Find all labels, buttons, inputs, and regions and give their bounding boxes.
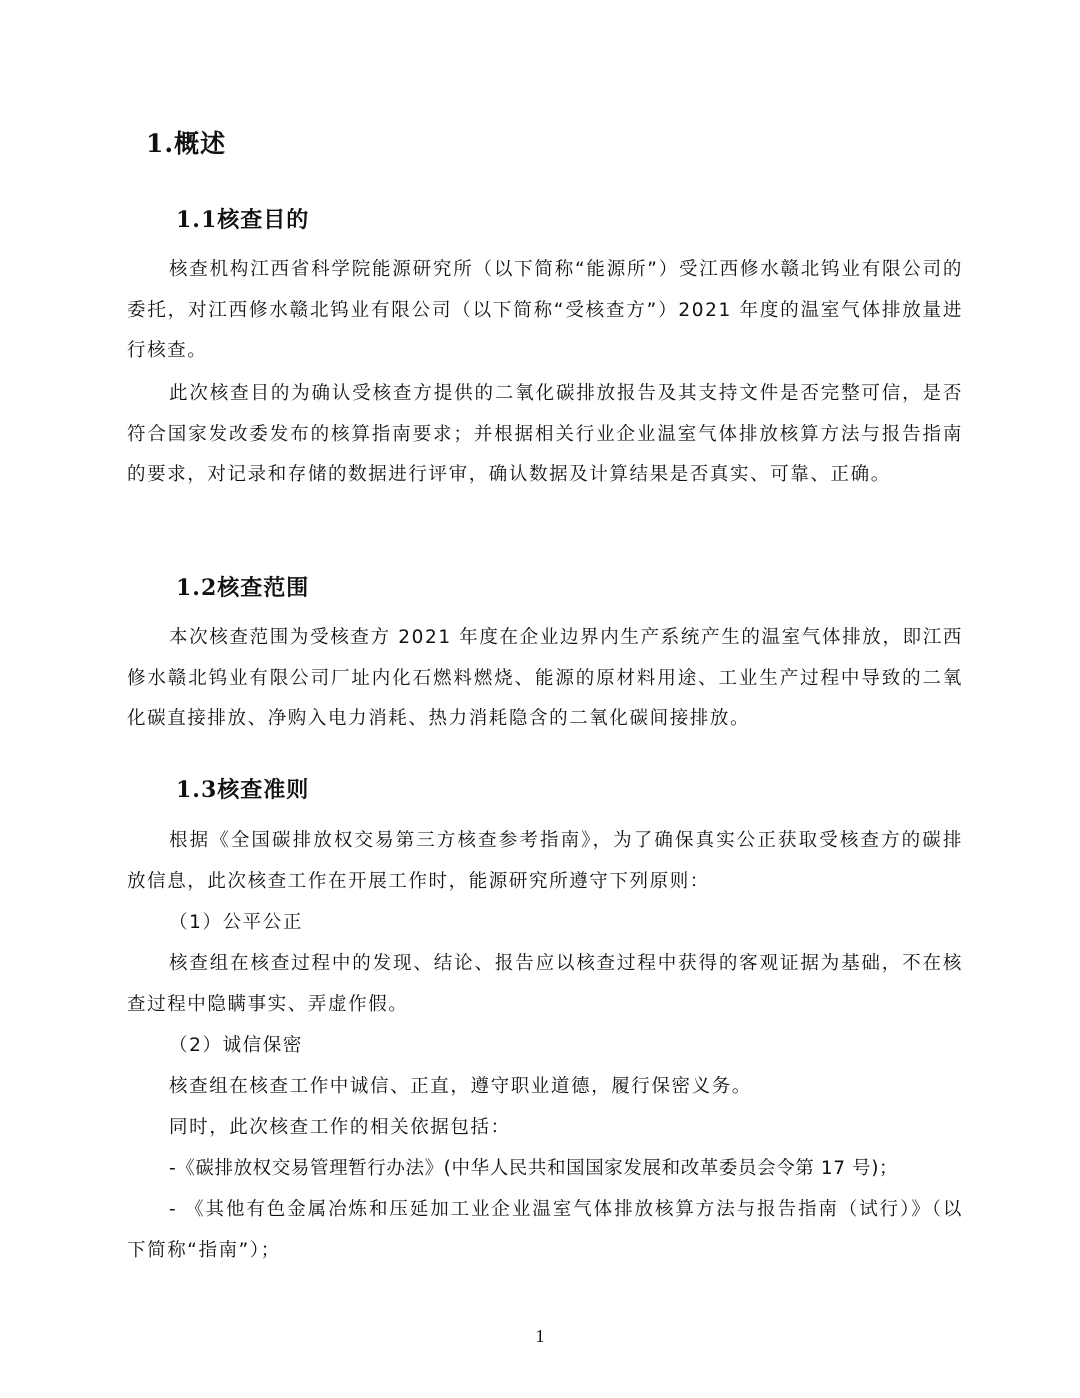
reference-item-1: -《碳排放权交易管理暂行办法》(中华人民共和国国家发展和改革委员会令第 17 号)； (169, 1158, 899, 1179)
paragraph-scope-1: 本次核查范围为受核查方 2021 年度在企业边界内生产系统产生的温室气体排放，即江西修水赣北钨业有限公司厂址内化石燃料燃烧、能源的原材料用途、工业生产过程中导致的二氧化碳直接排放、净购入电力消耗、热力消耗隐含的二氧化碳间接排放。 (127, 627, 963, 729)
subsection-heading-scope: 1.2核查范围 (176, 575, 310, 601)
reference-item-2: - 《其他有色金属冶炼和压延加工业企业温室气体排放核算方法与报告指南（试行）》（以下简称“指南”）； (127, 1199, 963, 1261)
paragraph-criteria-4: 同时，此次核查工作的相关依据包括： (169, 1117, 511, 1138)
subsection-heading-purpose: 1.1核查目的 (176, 207, 310, 233)
paragraph-criteria-3: 核查组在核查工作中诚信、正直，遵守职业道德，履行保密义务。 (169, 1076, 752, 1097)
paragraph-criteria-2: 核查组在核查过程中的发现、结论、报告应以核查过程中获得的客观证据为基础，不在核查过程中隐瞒事实、弄虚作假。 (127, 953, 963, 1015)
section-heading-overview: 1.概述 (146, 129, 227, 158)
list-item-fairness: （1）公平公正 (169, 912, 303, 933)
subsection-heading-criteria: 1.3核查准则 (176, 777, 310, 803)
list-item-integrity: （2）诚信保密 (169, 1035, 303, 1056)
paragraph-purpose-2: 此次核查目的为确认受核查方提供的二氧化碳排放报告及其支持文件是否完整可信，是否符合国家发改委发布的核算指南要求；并根据相关行业企业温室气体排放核算方法与报告指南的要求，对记录和存储的数据进行评审，确认数据及计算结果是否真实、可靠、正确。 (127, 383, 963, 485)
page-number: 1 (535, 1326, 545, 1346)
paragraph-purpose-1: 核查机构江西省科学院能源研究所（以下简称“能源所”）受江西修水赣北钨业有限公司的委托，对江西修水赣北钨业有限公司（以下简称“受核查方”）2021 年度的温室气体排放量进行核查。 (127, 259, 963, 361)
paragraph-criteria-1: 根据《全国碳排放权交易第三方核查参考指南》，为了确保真实公正获取受核查方的碳排放信息，此次核查工作在开展工作时，能源研究所遵守下列原则： (127, 830, 963, 892)
